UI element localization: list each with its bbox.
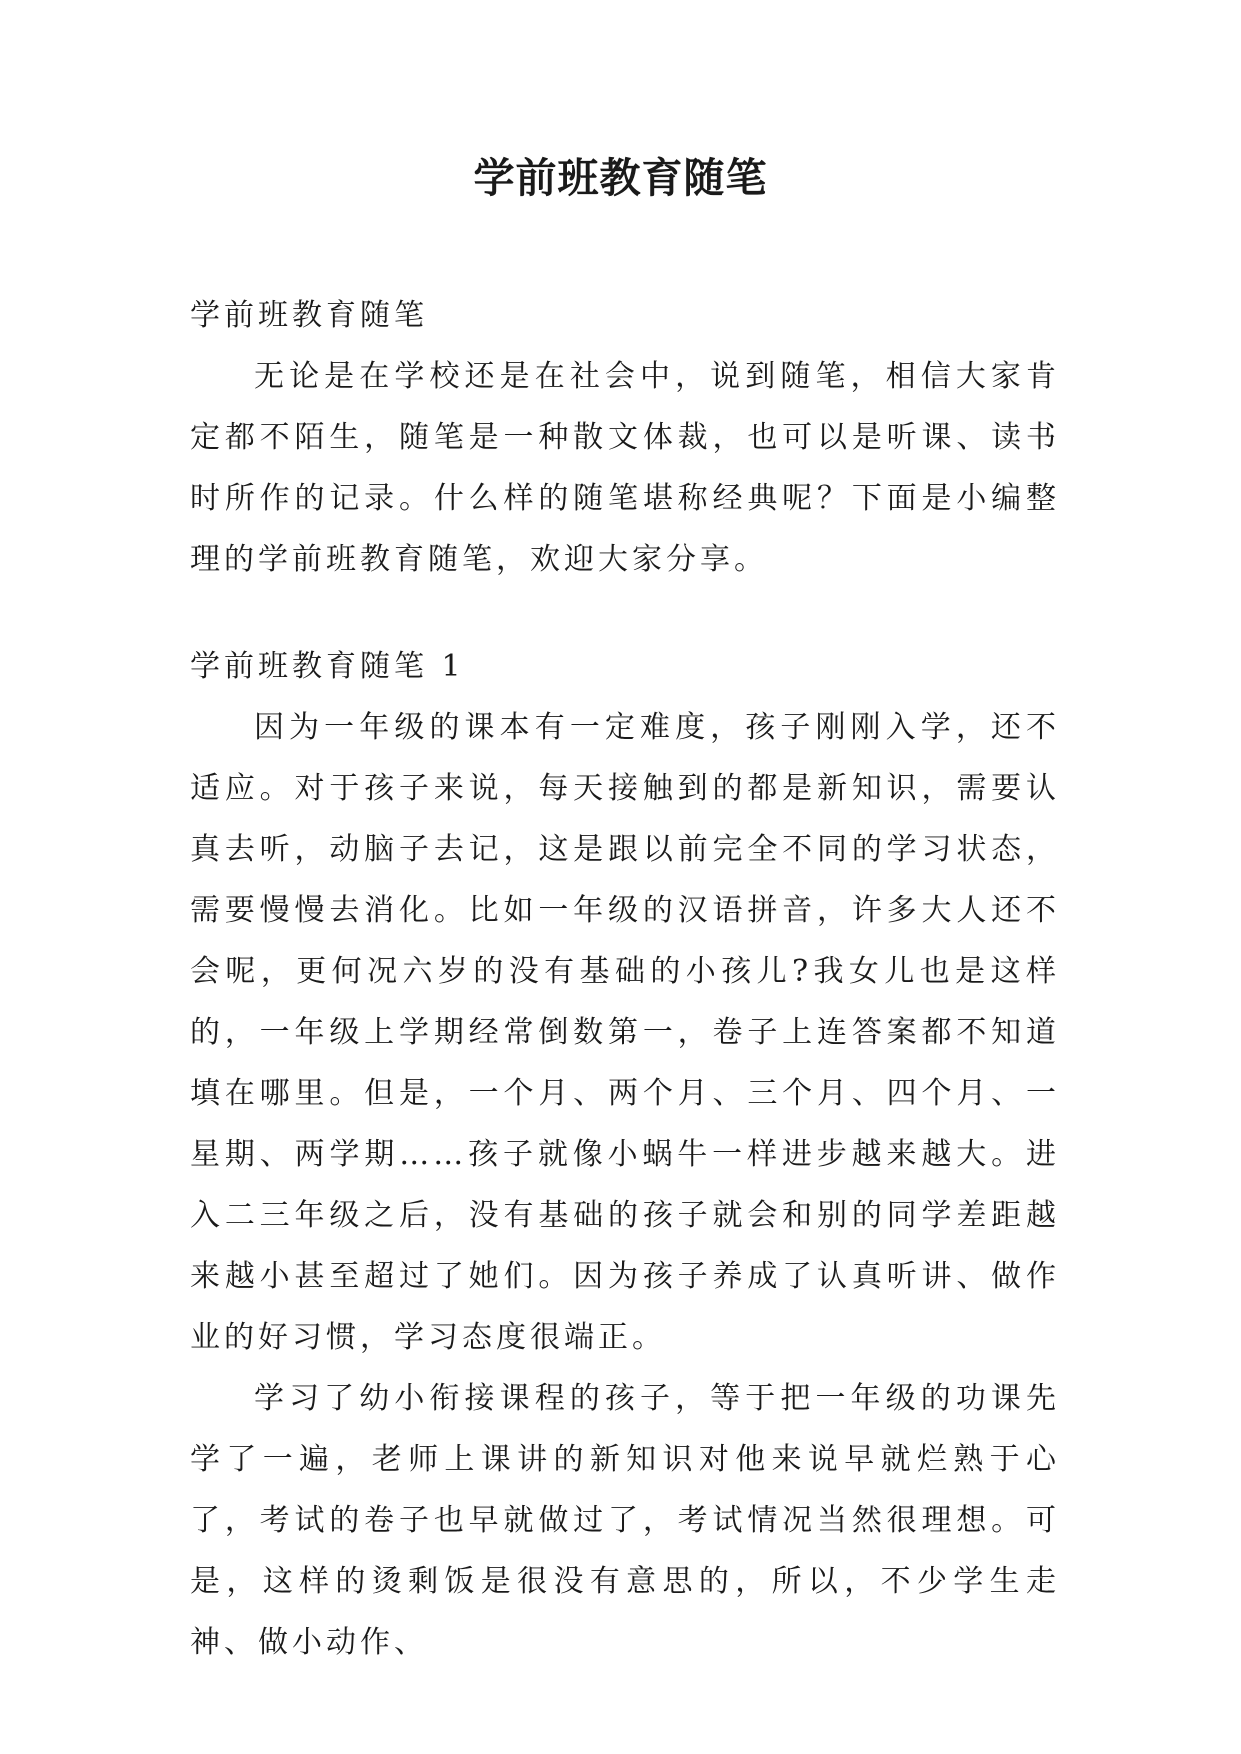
section-1-paragraph: 因为一年级的课本有一定难度，孩子刚刚入学，还不适应。对于孩子来说，每天接触到的都是新知识，需要认真去听，动脑子去记，这是跟以前完全不同的学习状态，需要慢慢去消化。比如一年级的汉语拼音，许多大人还不会呢，更何况六岁的没有基础的小孩儿?我女儿也是这样的，一年级上学期经常倒数第一，卷子上连答案都不知道填在哪里。但是，一个月、两个月、三个月、四个月、一星期、两学期……孩子就像小蜗牛一样进步越来越大。进入二三年级之后，没有基础的孩子就会和别的同学差距越来越小甚至超过了她们。因为孩子养成了认真听讲、做作业的好习惯，学习态度很端正。 xyxy=(190,710,1060,1355)
section-1-paragraph: 学习了幼小衔接课程的孩子，等于把一年级的功课先学了一遍，老师上课讲的新知识对他来说早就烂熟于心了，考试的卷子也早就做过了，考试情况当然很理想。可是，这样的烫剩饭是很没有意思的，所以，不少学生走神、做小动作、 xyxy=(190,1381,1060,1660)
intro-section xyxy=(190,285,1060,590)
section-1-heading: 学前班教育随笔 1 xyxy=(190,649,465,684)
intro-paragraph: 无论是在学校还是在社会中，说到随笔，相信大家肯定都不陌生，随笔是一种散文体裁，也可以是听课、读书时所作的记录。什么样的随笔堪称经典呢？下面是小编整理的学前班教育随笔，欢迎大家分享。 xyxy=(190,359,1060,577)
document-title: 学前班教育随笔 xyxy=(473,154,768,202)
section-1 xyxy=(190,636,1060,1673)
intro-heading: 学前班教育随笔 xyxy=(190,298,428,333)
